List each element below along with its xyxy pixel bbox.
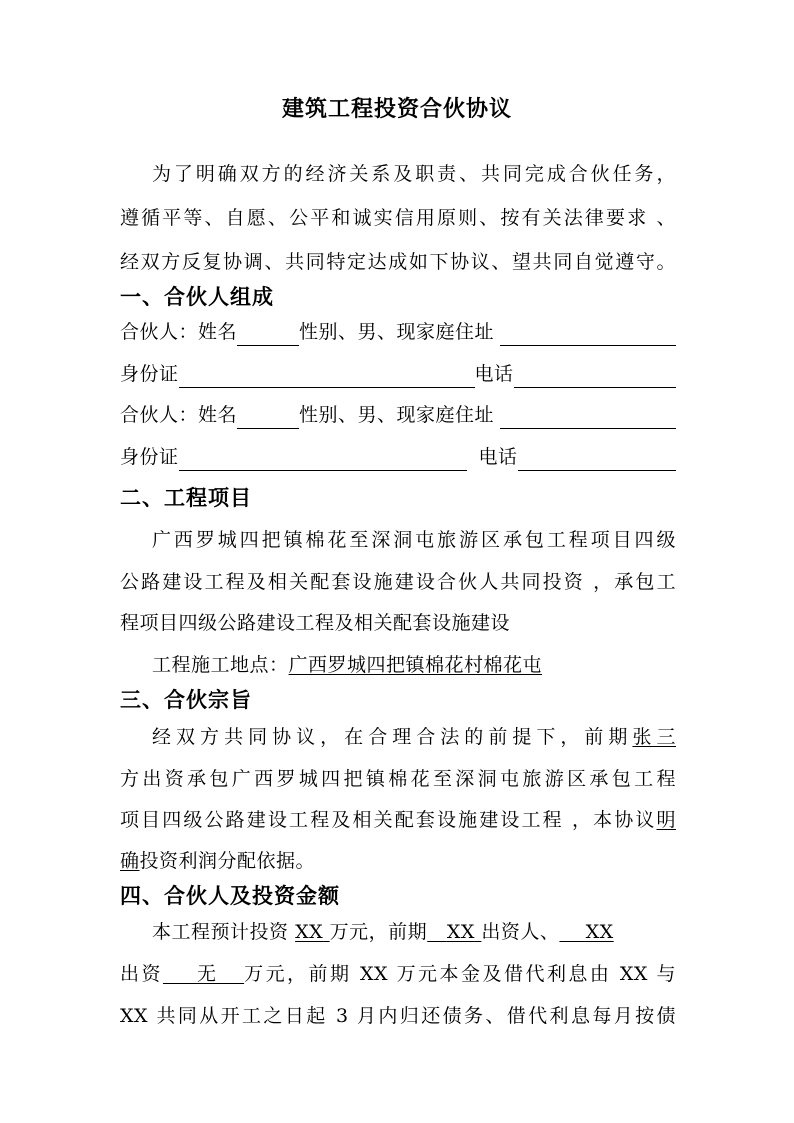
- phone-label: 电话: [474, 363, 514, 385]
- purpose-line-3-underlined: 明: [656, 809, 676, 831]
- purpose-line-1-text: 经双方共同协议，在合理合法的前提下，前期: [152, 726, 633, 748]
- investment-amount: XX: [295, 921, 324, 943]
- id-label: 身份证: [120, 363, 179, 385]
- purpose-line-4-underlined: 确: [120, 850, 140, 872]
- phone-label: 电话: [478, 446, 518, 468]
- project-site-line: [152, 651, 676, 679]
- intro-line-3: 经双方反复协调、共同特定达成如下协议、望共同自觉遵守。: [120, 251, 676, 273]
- partner-gender-address-label: 性别、男、现家庭住址: [299, 404, 495, 426]
- investment-line-1: [152, 918, 676, 946]
- investment-text-d: 出资: [120, 963, 163, 985]
- investor-2-amount: 无: [197, 963, 219, 985]
- partner-gender-address-label: 性别、男、现家庭住址: [299, 321, 495, 343]
- id-label: 身份证: [120, 446, 179, 468]
- partner-address-blank[interactable]: [500, 325, 676, 346]
- site-label: 工程施工地点：: [152, 654, 289, 676]
- partner-id-row-2: [120, 443, 676, 471]
- document-title: 建筑工程投资合伙协议: [281, 97, 512, 122]
- phone-blank[interactable]: [518, 450, 676, 471]
- investment-text-a: 本工程预计投资: [152, 921, 289, 943]
- partner-name-label: 合伙人：姓名: [120, 321, 238, 343]
- purpose-line-2: 方出资承包广西罗城四把镇棉花至深洞屯旅游区承包工程: [120, 768, 676, 790]
- funder-name: 张三: [632, 726, 676, 748]
- partner-row-2: [120, 401, 676, 429]
- partner-name-blank[interactable]: [237, 325, 299, 346]
- id-blank[interactable]: [179, 450, 467, 471]
- partner-row-1: [120, 318, 676, 346]
- purpose-line-4-text: 投资利润分配依据。: [139, 850, 316, 872]
- purpose-line-1: [152, 723, 676, 751]
- project-line-1: 广西罗城四把镇棉花至深洞屯旅游区承包工程项目四级: [152, 529, 676, 551]
- intro-line-2: 遵循平等、自愿、公平和诚实信用原则、按有关法律要求 、: [120, 207, 676, 229]
- partner-id-row-1: [120, 360, 676, 388]
- project-line-2: 公路建设工程及相关配套设施建设合伙人共同投资 ，承包工: [120, 571, 676, 593]
- project-line-3: 程项目四级公路建设工程及相关配套设施建设: [120, 612, 511, 634]
- investor-2: XX: [585, 921, 614, 943]
- section-heading-purpose: 三、合伙宗旨: [120, 688, 252, 712]
- investor-1: XX: [446, 921, 475, 943]
- partner-address-blank[interactable]: [500, 408, 676, 429]
- investment-text-c: 出资人、: [481, 921, 560, 943]
- partner-name-blank[interactable]: [237, 408, 299, 429]
- section-heading-partners: 一、合伙人组成: [120, 285, 274, 309]
- intro-line-1: 为了明确双方的经济关系及职责、共同完成合伙任务，: [152, 163, 676, 185]
- purpose-line-3: [120, 806, 676, 834]
- section-heading-project: 二、工程项目: [120, 486, 252, 510]
- section-heading-investment: 四、合伙人及投资金额: [120, 884, 340, 908]
- purpose-line-4: [120, 847, 676, 875]
- investment-line-2: [120, 960, 676, 988]
- site-value: 广西罗城四把镇棉花村棉花屯: [288, 654, 543, 676]
- investment-text-e: 万元，前期 XX 万元本金及借代利息由 XX 与: [244, 963, 676, 985]
- investment-text-b: 万元，前期: [329, 921, 428, 943]
- purpose-line-3-text: 项目四级公路建设工程及相关配套设施建设工程 ，本协议: [120, 809, 657, 831]
- investment-line-3: XX 共同从开工之日起 3 月内归还债务、借代利息每月按债: [120, 1005, 676, 1027]
- phone-blank[interactable]: [514, 367, 676, 388]
- partner-name-label: 合伙人：姓名: [120, 404, 238, 426]
- id-blank[interactable]: [179, 367, 475, 388]
